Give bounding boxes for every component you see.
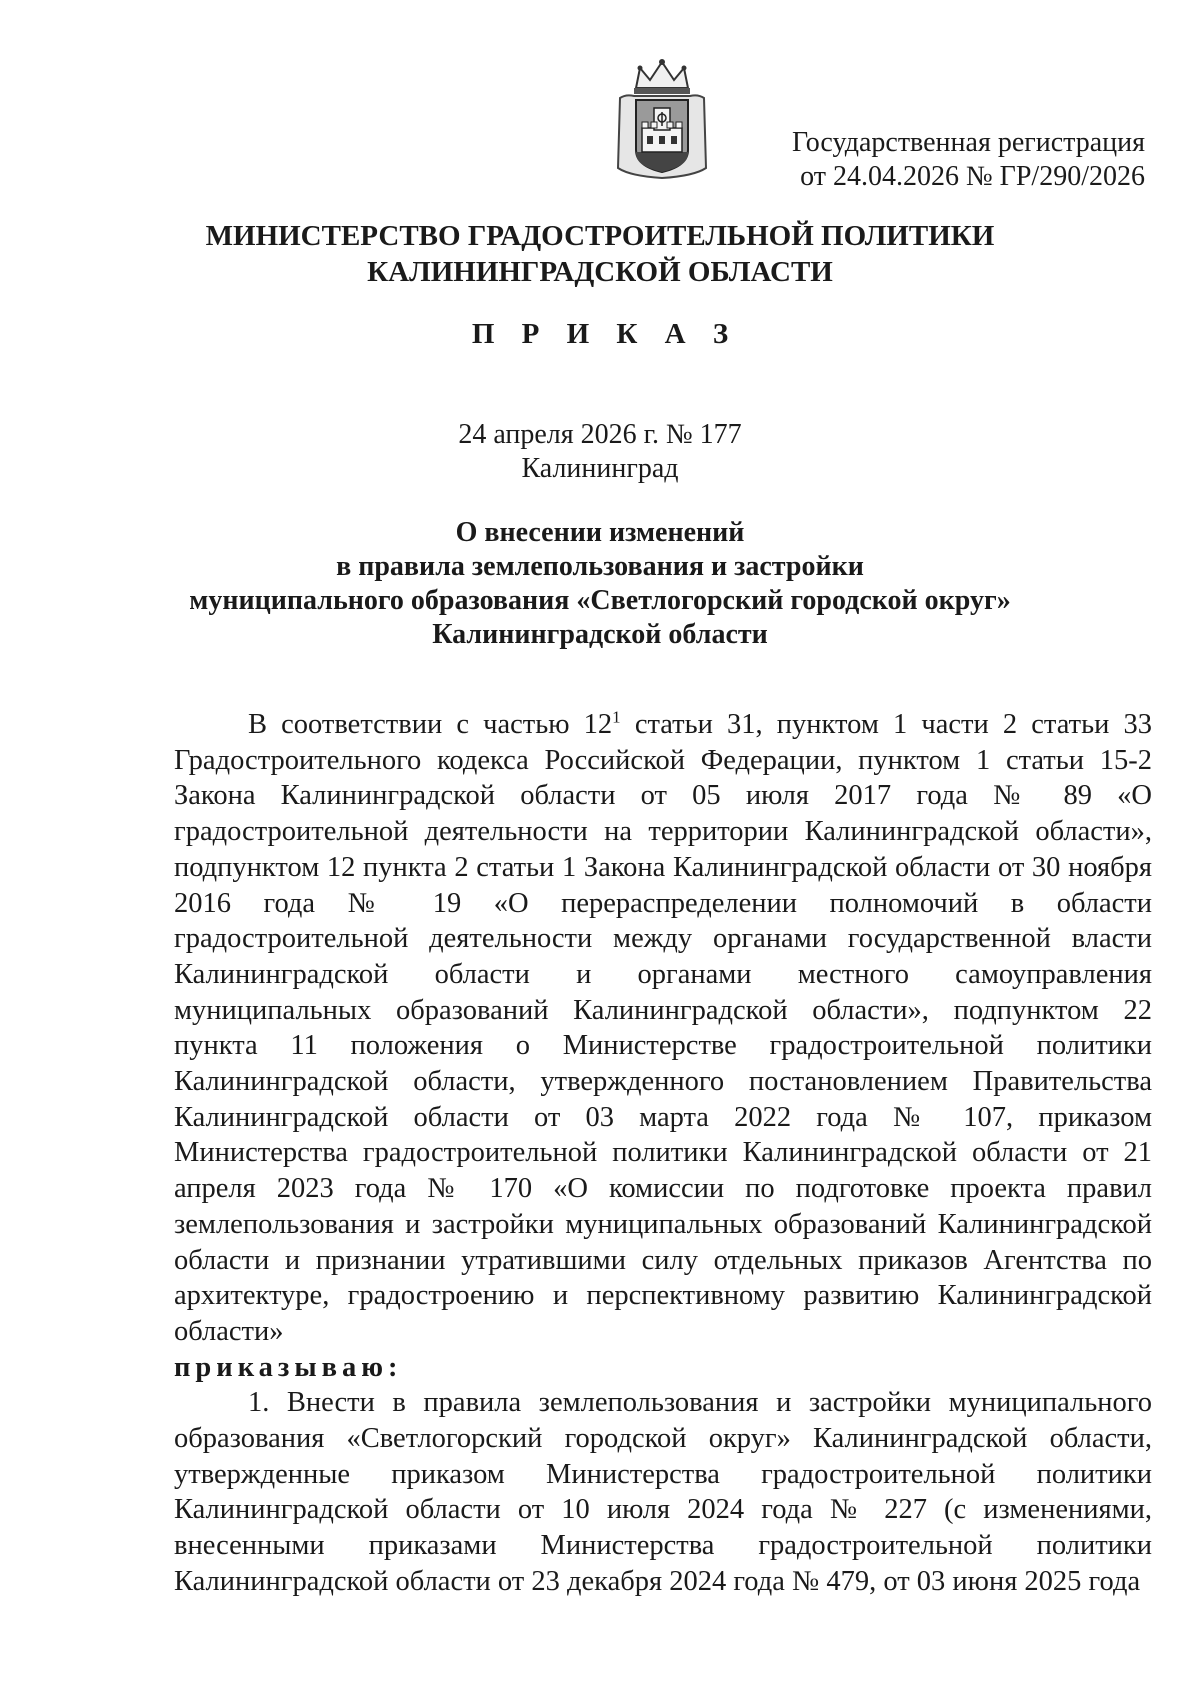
superscript-one: 1 bbox=[612, 707, 621, 727]
ministry-line-1: МИНИСТЕРСТВО ГРАДОСТРОИТЕЛЬНОЙ ПОЛИТИКИ bbox=[205, 220, 995, 252]
document-type: П Р И К А З bbox=[471, 318, 739, 350]
document-title bbox=[0, 516, 1200, 652]
document-body bbox=[174, 707, 1152, 1600]
registration-line-1: Государственная регистрация bbox=[792, 127, 1145, 158]
state-registration bbox=[792, 126, 1145, 194]
title-line-3: муниципального образования «Светлогорский городской округ» bbox=[189, 585, 1011, 616]
date-and-place bbox=[0, 418, 1200, 486]
order-city: Калининград bbox=[521, 453, 679, 484]
preamble-text-start: В соответствии с частью 12 bbox=[248, 709, 613, 740]
registration-line-2: от 24.04.2026 № ГР/290/2026 bbox=[800, 161, 1145, 192]
preamble-paragraph bbox=[174, 707, 1152, 1350]
coat-of-arms-icon bbox=[614, 58, 710, 182]
ministry-line-2: КАЛИНИНГРАДСКОЙ ОБЛАСТИ bbox=[367, 256, 833, 288]
title-line-2: в правила землепользования и застройки bbox=[336, 551, 864, 582]
ministry-name bbox=[0, 218, 1200, 290]
order-date-number: 24 апреля 2026 г. № 177 bbox=[458, 419, 742, 450]
order-word: приказываю: bbox=[174, 1351, 403, 1383]
preamble-text-rest: статьи 31, пунктом 1 части 2 статьи 33 Градостроительного кодекса Российской Федерации, пунктом 1 статьи 15-2 Закона Калининградской области от 05 июля 2017 года № 89 «О градостроительной деятельности на территории Калининградской области», подпунктом 12 пункта 2 статьи 1 Закона Калининградской области от 30 ноября 2016 года № 19 «О перераспределении полномочий в области градостроительной деятельности между органами государственной власти Калининградской области и органами местного самоуправления муниципальных образований Калининградской области», подпунктом 22 пункта 11 положения о Министерстве градостроительной политики Калининградской области, утвержденного постановлением Правительства Калининградской области от 03 марта 2022 года № 107, приказом Министерства градостроительной политики Калининградской области от 21 апреля 2023 года № 170 «О комиссии по подготовке проекта правил землепользования и застройки муниципальных образований Калининградской области и признании утратившими силу отдельных приказов Агентства по архитектуре, градостроению и перспективному развитию Калининградской области» bbox=[174, 709, 1152, 1347]
title-line-4: Калининградской области bbox=[432, 619, 768, 650]
clause-1-paragraph: 1. Внести в правила землепользования и застройки муниципального образования «Светлогорский городской округ» Калининградской области, утвержденные приказом Министерства градостроительной политики Калининградской области от 10 июля 2024 года № 227 (с изменениями, внесенными приказами Министерства градостроительной политики Калининградской области от 23 декабря 2024 года № 479, от 03 июня 2025 года bbox=[174, 1387, 1152, 1597]
title-line-1: О внесении изменений bbox=[455, 517, 745, 548]
